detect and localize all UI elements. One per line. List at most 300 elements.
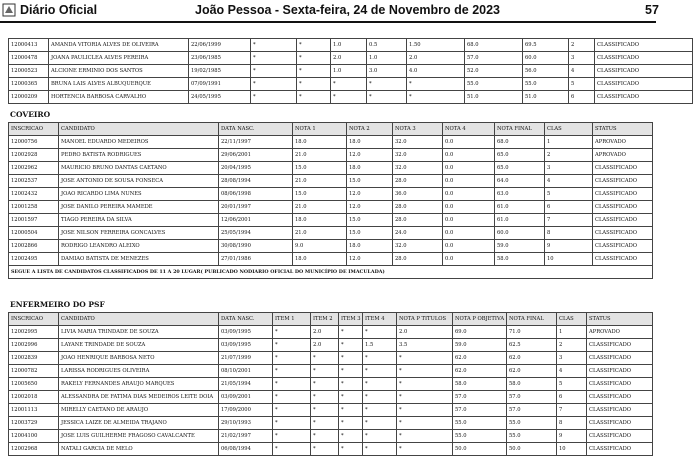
table-cell: 32.0 <box>393 149 443 162</box>
table-cell: CLASSIFICADO <box>587 417 653 430</box>
table-cell: 57.0 <box>507 391 557 404</box>
table-cell: * <box>339 404 363 417</box>
table-cell: 60.0 <box>523 52 569 65</box>
table-cell: 3 <box>569 52 595 65</box>
table-cell: 0.0 <box>443 227 495 240</box>
table-cell: 28.0 <box>393 175 443 188</box>
table-cell: 6 <box>569 91 595 104</box>
table-cell: CANDIDATO <box>59 123 219 136</box>
table-cell: MIRELLY CAETANO DE ARAUJO <box>59 404 219 417</box>
table-cell: 0.0 <box>443 149 495 162</box>
table-cell: NOTA 3 <box>393 123 443 136</box>
table-cell: 57.0 <box>453 391 507 404</box>
table-cell: * <box>273 326 311 339</box>
table-cell: 55.0 <box>507 430 557 443</box>
table-cell: JOAO RICARDO LIMA NUNES <box>59 188 219 201</box>
table-cell: 50.0 <box>507 443 557 456</box>
table-cell: 12002962 <box>9 162 59 175</box>
table-cell: CLASSIFICADO <box>595 65 693 78</box>
table-cell: ITEM 1 <box>273 313 311 326</box>
table-cell: 2 <box>557 339 587 352</box>
table-cell: CLASSIFICADO <box>587 339 653 352</box>
table-cell: * <box>297 39 331 52</box>
table-cell: 2.0 <box>311 326 339 339</box>
table-cell: 64.0 <box>495 175 545 188</box>
table-row <box>9 253 653 266</box>
table-cell: * <box>311 365 339 378</box>
table-cell: 12002537 <box>9 175 59 188</box>
table-cell: CLASSIFICADO <box>587 430 653 443</box>
table-cell: 12004100 <box>9 430 59 443</box>
table-cell: 0.0 <box>443 214 495 227</box>
table-cell: CLASSIFICADO <box>595 91 693 104</box>
table-cell: 62.0 <box>507 365 557 378</box>
table-cell: JOANA PAULICLEA ALVES PEREIRA <box>49 52 189 65</box>
table-cell: CLASSIFICADO <box>593 201 653 214</box>
table-cell: INSCRICAO <box>9 313 59 326</box>
table-cell: 12.0 <box>347 201 393 214</box>
table-cell: 21.0 <box>293 149 347 162</box>
table-cell: 22/06/1999 <box>189 39 251 52</box>
table-cell: 28.0 <box>393 201 443 214</box>
top-results-table <box>8 38 693 104</box>
table-cell: 12002495 <box>9 253 59 266</box>
table-cell: 36.0 <box>393 188 443 201</box>
table-cell: * <box>339 339 363 352</box>
table-cell: JOSE DANILO PEREIRA MAMEDE <box>59 201 219 214</box>
table-cell: 21.0 <box>293 175 347 188</box>
table-cell: 24/05/1995 <box>189 91 251 104</box>
table-cell: 9 <box>557 430 587 443</box>
emblem-icon <box>2 3 16 17</box>
table-cell: BRUNA LAIS ALVES ALBUQUERQUE <box>49 78 189 91</box>
table-cell: NOTA P OBJETIVA <box>453 313 507 326</box>
table-cell: * <box>367 78 407 91</box>
table-row <box>9 352 653 365</box>
table-cell: CLASSIFICADO <box>587 391 653 404</box>
table-cell: 12001597 <box>9 214 59 227</box>
table-cell: 2.0 <box>331 52 367 65</box>
table-cell: 21/07/1999 <box>219 352 273 365</box>
table-cell: 29/10/1993 <box>219 417 273 430</box>
table-cell: 28.0 <box>393 253 443 266</box>
table-cell: 12003729 <box>9 417 59 430</box>
table-cell: STATUS <box>593 123 653 136</box>
table-cell: * <box>297 52 331 65</box>
table-cell: * <box>331 91 367 104</box>
table-cell: 24.0 <box>393 227 443 240</box>
table-cell: 12/06/2001 <box>219 214 293 227</box>
table-cell: 0.0 <box>443 188 495 201</box>
table-cell: NOTA 1 <box>293 123 347 136</box>
table-cell: 9.0 <box>293 240 347 253</box>
table-cell: 2 <box>545 149 593 162</box>
publication-date: João Pessoa - Sexta-feira, 24 de Novembro de 2023 <box>195 3 500 17</box>
table-cell: * <box>397 365 453 378</box>
table-cell: ITEM 4 <box>363 313 397 326</box>
table-cell: CLASSIFICADO <box>587 378 653 391</box>
table-cell: * <box>311 378 339 391</box>
table-cell: 1.0 <box>367 52 407 65</box>
table-cell: 32.0 <box>393 162 443 175</box>
table-cell: 12002018 <box>9 391 59 404</box>
table-row <box>9 91 693 104</box>
table-row <box>9 227 653 240</box>
table-cell: 12.0 <box>347 188 393 201</box>
enfermeiro-table <box>8 312 653 456</box>
table-cell: 12002432 <box>9 188 59 201</box>
table-cell: 18.0 <box>347 136 393 149</box>
table-cell: 06/08/1994 <box>219 443 273 456</box>
table-cell: ALESSANDRA DE FATIMA DIAS MEDEIROS LEITE DOIA <box>59 391 219 404</box>
table-cell: 55.0 <box>453 430 507 443</box>
table-cell: 12001113 <box>9 404 59 417</box>
table-cell: * <box>363 430 397 443</box>
table-cell: * <box>397 378 453 391</box>
table-cell: 15.0 <box>347 175 393 188</box>
table-cell: 20/01/1997 <box>219 201 293 214</box>
table-cell: ITEM 3 <box>339 313 363 326</box>
table-cell: CLASSIFICADO <box>595 39 693 52</box>
table-cell: * <box>251 78 297 91</box>
table-cell: 65.0 <box>495 162 545 175</box>
table-row <box>9 365 653 378</box>
enfermeiro-section-title: ENFERMEIRO DO PSF <box>10 300 105 309</box>
table-cell: 18.0 <box>293 253 347 266</box>
coveiro-table <box>8 122 653 279</box>
table-cell: APROVADO <box>593 149 653 162</box>
table-row <box>9 149 653 162</box>
table-cell: NOTA P TITULOS <box>397 313 453 326</box>
table-cell: LIVIA MARIA TRINDADE DE SOUZA <box>59 326 219 339</box>
table-cell: * <box>339 430 363 443</box>
table-row <box>9 78 693 91</box>
table-cell: JOSE LUIS GUILHERME FRAGOSO CAVALCANTE <box>59 430 219 443</box>
table-cell: 12000756 <box>9 136 59 149</box>
table-cell: 21.0 <box>293 201 347 214</box>
table-cell: 12005650 <box>9 378 59 391</box>
table-row <box>9 378 653 391</box>
table-cell: 18.0 <box>347 240 393 253</box>
table-cell: 58.0 <box>453 378 507 391</box>
publication-title: Diário Oficial <box>20 3 98 17</box>
table-cell: INSCRICAO <box>9 123 59 136</box>
table-cell: 50.0 <box>453 443 507 456</box>
table-cell: 55.0 <box>453 417 507 430</box>
table-cell: * <box>363 352 397 365</box>
table-cell: * <box>251 91 297 104</box>
table-cell: NOTA FINAL <box>507 313 557 326</box>
table-cell: 0.0 <box>443 240 495 253</box>
table-cell: CLASSIFICADO <box>595 52 693 65</box>
table-cell: CLASSIFICADO <box>593 188 653 201</box>
table-cell: ALCIONE ERMINIO DOS SANTOS <box>49 65 189 78</box>
table-cell: 1.0 <box>331 39 367 52</box>
table-cell: 12000413 <box>9 39 49 52</box>
coveiro-section-title: COVEIRO <box>10 110 51 119</box>
table-cell: 4.0 <box>407 65 465 78</box>
table-cell: PEDRO BATISTA RODRIGUES <box>59 149 219 162</box>
table-cell: * <box>251 65 297 78</box>
table-cell: 12000504 <box>9 227 59 240</box>
table-cell: * <box>397 417 453 430</box>
table-cell: * <box>363 417 397 430</box>
table-cell: 61.0 <box>495 201 545 214</box>
table-cell: * <box>339 326 363 339</box>
table-cell: 8 <box>545 227 593 240</box>
table-cell: STATUS <box>587 313 653 326</box>
table-cell: 15.0 <box>347 214 393 227</box>
table-cell: 57.0 <box>453 404 507 417</box>
table-cell: 1.5 <box>363 339 397 352</box>
table-cell: * <box>297 65 331 78</box>
table-cell: DAMIAO BATISTA DE MENEZES <box>59 253 219 266</box>
table-cell: 55.0 <box>507 417 557 430</box>
table-cell: 7 <box>557 404 587 417</box>
table-cell: 12000782 <box>9 365 59 378</box>
table-cell: 0.0 <box>443 162 495 175</box>
table-cell: 15.0 <box>293 188 347 201</box>
table-cell: MANOEL EDUARDO MEDEIROS <box>59 136 219 149</box>
table-cell: * <box>397 443 453 456</box>
header-divider <box>0 21 656 23</box>
table-header-row <box>9 313 653 326</box>
table-cell: 0.0 <box>443 253 495 266</box>
table-cell: * <box>311 352 339 365</box>
table-cell: RODRIGO LEANDRO ALEIXO <box>59 240 219 253</box>
table-cell: 15.0 <box>347 227 393 240</box>
table-cell: 58.0 <box>507 378 557 391</box>
table-cell: 29/06/2001 <box>219 149 293 162</box>
table-cell: 20/04/1995 <box>219 162 293 175</box>
table-cell: * <box>297 91 331 104</box>
table-cell: 27/01/1986 <box>219 253 293 266</box>
table-cell: 5 <box>545 188 593 201</box>
table-row <box>9 201 653 214</box>
table-cell: CLASSIFICADO <box>593 162 653 175</box>
table-cell: 12002995 <box>9 326 59 339</box>
table-cell: 3.5 <box>397 339 453 352</box>
table-cell: 69.0 <box>453 326 507 339</box>
table-cell: * <box>273 391 311 404</box>
table-cell: * <box>363 365 397 378</box>
table-cell: 12002866 <box>9 240 59 253</box>
table-cell: 15.0 <box>293 162 347 175</box>
table-row <box>9 175 653 188</box>
table-row <box>9 240 653 253</box>
table-cell: 12000209 <box>9 91 49 104</box>
table-cell: 10 <box>557 443 587 456</box>
table-cell: JOAO HENRIQUE BARBOSA NETO <box>59 352 219 365</box>
table-cell: NOTA 2 <box>347 123 393 136</box>
table-cell: 62.0 <box>507 352 557 365</box>
table-cell: 1.0 <box>331 65 367 78</box>
table-cell: * <box>273 339 311 352</box>
table-cell: 12002839 <box>9 352 59 365</box>
table-cell: 8 <box>557 417 587 430</box>
table-cell: * <box>397 430 453 443</box>
table-cell: * <box>363 326 397 339</box>
table-cell: 12002996 <box>9 339 59 352</box>
table-cell: * <box>363 378 397 391</box>
table-cell: 61.0 <box>495 214 545 227</box>
table-row <box>9 65 693 78</box>
table-cell: 0.5 <box>367 39 407 52</box>
table-cell: * <box>407 78 465 91</box>
table-cell: 12.0 <box>347 253 393 266</box>
table-cell: 4 <box>569 65 595 78</box>
table-cell: * <box>311 391 339 404</box>
table-cell: * <box>251 52 297 65</box>
table-cell: 23/06/1985 <box>189 52 251 65</box>
table-row <box>9 136 653 149</box>
table-cell: 68.0 <box>495 136 545 149</box>
table-cell: JESSICA LAIZE DE ALMEIDA TRAJANO <box>59 417 219 430</box>
table-cell: ITEM 2 <box>311 313 339 326</box>
table-cell: * <box>311 430 339 443</box>
table-cell: 68.0 <box>465 39 523 52</box>
table-cell: 59.0 <box>453 339 507 352</box>
table-cell: 3 <box>545 162 593 175</box>
table-cell: HORTENCIA BARBOSA CARVALHO <box>49 91 189 104</box>
table-cell: CLASSIFICADO <box>587 404 653 417</box>
table-row <box>9 326 653 339</box>
table-cell: 1 <box>557 326 587 339</box>
table-cell: MAURICIO BRUNO DANTAS CAETANO <box>59 162 219 175</box>
table-cell: 62.5 <box>507 339 557 352</box>
table-cell: 7 <box>545 214 593 227</box>
table-cell: 57.0 <box>465 52 523 65</box>
table-cell: JOSE ANTONIO DE SOUSA FONSECA <box>59 175 219 188</box>
table-cell: 4 <box>557 365 587 378</box>
table-cell: * <box>339 378 363 391</box>
table-cell: 51.0 <box>465 91 523 104</box>
table-cell: 21/02/1997 <box>219 430 273 443</box>
table-cell: * <box>339 417 363 430</box>
table-cell: 18.0 <box>293 136 347 149</box>
table-cell: 12000478 <box>9 52 49 65</box>
table-cell: CLASSIFICADO <box>593 240 653 253</box>
table-cell: * <box>363 404 397 417</box>
table-cell: 51.0 <box>523 91 569 104</box>
table-cell: * <box>273 378 311 391</box>
table-cell: DATA NASC. <box>219 313 273 326</box>
table-cell: 2.0 <box>407 52 465 65</box>
table-cell: * <box>273 352 311 365</box>
table-cell: * <box>339 443 363 456</box>
table-cell: 03/09/1995 <box>219 339 273 352</box>
table-cell: 0.0 <box>443 201 495 214</box>
table-row <box>9 391 653 404</box>
table-cell: 21.0 <box>293 227 347 240</box>
table-cell: * <box>339 352 363 365</box>
table-cell: * <box>363 443 397 456</box>
table-cell: 52.0 <box>465 65 523 78</box>
table-cell: 65.0 <box>495 149 545 162</box>
table-row <box>9 214 653 227</box>
table-cell: 21/05/1994 <box>219 378 273 391</box>
table-cell: 6 <box>557 391 587 404</box>
table-row <box>9 188 653 201</box>
table-cell: * <box>397 404 453 417</box>
table-cell: CLAS <box>557 313 587 326</box>
table-cell: 18.0 <box>293 214 347 227</box>
page-number: 57 <box>645 3 659 17</box>
table-cell: 69.5 <box>523 39 569 52</box>
table-cell: * <box>363 391 397 404</box>
table-cell: 62.0 <box>453 365 507 378</box>
table-cell: CLASSIFICADO <box>593 214 653 227</box>
table-cell: 63.0 <box>495 188 545 201</box>
table-cell: * <box>339 365 363 378</box>
table-cell: 28/08/1994 <box>219 175 293 188</box>
table-row <box>9 52 693 65</box>
table-row <box>9 162 653 175</box>
table-cell: 22/11/1997 <box>219 136 293 149</box>
table-cell: 12002928 <box>9 149 59 162</box>
table-header-row <box>9 123 653 136</box>
table-cell: 71.0 <box>507 326 557 339</box>
table-cell: CLAS <box>545 123 593 136</box>
table-cell: NOTA 4 <box>443 123 495 136</box>
table-cell: 32.0 <box>393 136 443 149</box>
table-cell: 0.0 <box>443 175 495 188</box>
table-cell: * <box>297 78 331 91</box>
table-cell: 60.0 <box>495 227 545 240</box>
table-cell: * <box>311 417 339 430</box>
table-cell: * <box>273 365 311 378</box>
table-cell: AMANDA VITORIA ALVES DE OLIVEIRA <box>49 39 189 52</box>
table-row <box>9 430 653 443</box>
table-cell: * <box>311 404 339 417</box>
table-row <box>9 417 653 430</box>
table-cell: 4 <box>545 175 593 188</box>
table-cell: NATALI GARCIA DE MELO <box>59 443 219 456</box>
table-cell: * <box>273 404 311 417</box>
table-cell: 12002968 <box>9 443 59 456</box>
table-cell: CLASSIFICADO <box>593 253 653 266</box>
table-cell: 58.0 <box>495 253 545 266</box>
table-row <box>9 404 653 417</box>
table-cell: * <box>397 352 453 365</box>
table-cell: NOTA FINAL <box>495 123 545 136</box>
table-cell: 0.0 <box>443 136 495 149</box>
table-cell: 2 <box>569 39 595 52</box>
table-cell: TIAGO PEREIRA DA SILVA <box>59 214 219 227</box>
table-cell: LAYANE TRINDADE DE SOUZA <box>59 339 219 352</box>
table-cell: 12000523 <box>9 65 49 78</box>
table-row <box>9 39 693 52</box>
table-cell: 6 <box>545 201 593 214</box>
table-cell: 07/09/1991 <box>189 78 251 91</box>
table-cell: CLASSIFICADO <box>593 227 653 240</box>
table-cell: * <box>311 443 339 456</box>
table-cell: * <box>367 91 407 104</box>
table-cell: APROVADO <box>593 136 653 149</box>
classification-note: SEGUE A LISTA DE CANDIDATOS CLASSIFICADOS DE 11 A 20 LUGAR( PUBLICADO NODIARIO OFICIAL DO MUNICÍPIO DE IMACULADA) <box>9 266 653 279</box>
table-cell: 57.0 <box>507 404 557 417</box>
table-cell: 3 <box>557 352 587 365</box>
table-cell: 19/02/1985 <box>189 65 251 78</box>
table-cell: 10 <box>545 253 593 266</box>
table-note-row <box>9 266 653 279</box>
table-cell: 03/09/1995 <box>219 326 273 339</box>
table-cell: * <box>273 443 311 456</box>
table-cell: 12000365 <box>9 78 49 91</box>
table-cell: CANDIDATO <box>59 313 219 326</box>
table-cell: 18.0 <box>347 162 393 175</box>
table-cell: 3.0 <box>367 65 407 78</box>
